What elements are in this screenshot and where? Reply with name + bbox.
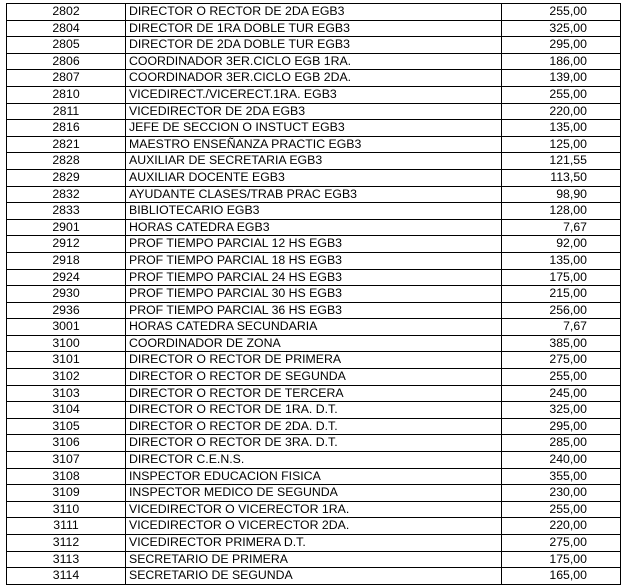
code-cell: 3109 (7, 485, 126, 502)
code-cell: 2930 (7, 286, 126, 303)
table-row (7, 319, 621, 336)
description-cell: DIRECTOR O RECTOR DE TERCERA (126, 385, 502, 402)
amount-cell: 295,00 (502, 37, 621, 54)
table-row (7, 518, 621, 535)
code-cell: 2901 (7, 219, 126, 236)
code-cell: 2924 (7, 269, 126, 286)
code-cell: 3001 (7, 319, 126, 336)
description-cell: PROF TIEMPO PARCIAL 30 HS EGB3 (126, 286, 502, 303)
table-row (7, 236, 621, 253)
description-cell: DIRECTOR O RECTOR DE 3RA. D.T. (126, 435, 502, 452)
code-cell: 2810 (7, 86, 126, 103)
table-row (7, 352, 621, 369)
amount-cell: 175,00 (502, 269, 621, 286)
description-cell: PROF TIEMPO PARCIAL 12 HS EGB3 (126, 236, 502, 253)
code-cell: 2833 (7, 203, 126, 220)
code-cell: 2811 (7, 103, 126, 120)
salary-codes-table (6, 3, 621, 585)
code-cell: 2821 (7, 136, 126, 153)
table-row (7, 136, 621, 153)
amount-cell: 275,00 (502, 535, 621, 552)
amount-cell: 98,90 (502, 186, 621, 203)
description-cell: HORAS CATEDRA SECUNDARIA (126, 319, 502, 336)
table-row (7, 468, 621, 485)
description-cell: MAESTRO ENSEÑANZA PRACTIC EGB3 (126, 136, 502, 153)
description-cell: VICEDIRECTOR O VICERECTOR 2DA. (126, 518, 502, 535)
amount-cell: 220,00 (502, 518, 621, 535)
code-cell: 2936 (7, 302, 126, 319)
code-cell: 3102 (7, 369, 126, 386)
code-cell: 3105 (7, 418, 126, 435)
description-cell: AUXILIAR DE SECRETARIA EGB3 (126, 153, 502, 170)
code-cell: 3111 (7, 518, 126, 535)
amount-cell: 245,00 (502, 385, 621, 402)
amount-cell: 295,00 (502, 418, 621, 435)
code-cell: 3101 (7, 352, 126, 369)
table-row (7, 252, 621, 269)
code-cell: 3113 (7, 551, 126, 568)
table-row (7, 452, 621, 469)
amount-cell: 7,67 (502, 219, 621, 236)
table-row (7, 37, 621, 54)
table-row (7, 203, 621, 220)
code-cell: 3100 (7, 335, 126, 352)
table-row (7, 385, 621, 402)
description-cell: VICEDIRECTOR PRIMERA D.T. (126, 535, 502, 552)
amount-cell: 355,00 (502, 468, 621, 485)
description-cell: SECRETARIO DE PRIMERA (126, 551, 502, 568)
table-row (7, 335, 621, 352)
code-cell: 3107 (7, 452, 126, 469)
description-cell: VICEDIRECTOR O VICERECTOR 1RA. (126, 501, 502, 518)
description-cell: JEFE DE SECCION O INSTUCT EGB3 (126, 120, 502, 137)
table-row (7, 70, 621, 87)
description-cell: DIRECTOR O RECTOR DE SEGUNDA (126, 369, 502, 386)
table-row (7, 302, 621, 319)
description-cell: INSPECTOR MEDICO DE SEGUNDA (126, 485, 502, 502)
table-row (7, 219, 621, 236)
amount-cell: 255,00 (502, 86, 621, 103)
code-cell: 2832 (7, 186, 126, 203)
code-cell: 2804 (7, 20, 126, 37)
table-row (7, 501, 621, 518)
code-cell: 2828 (7, 153, 126, 170)
code-cell: 2805 (7, 37, 126, 54)
code-cell: 2912 (7, 236, 126, 253)
description-cell: BIBLIOTECARIO EGB3 (126, 203, 502, 220)
description-cell: PROF TIEMPO PARCIAL 18 HS EGB3 (126, 252, 502, 269)
table-row (7, 169, 621, 186)
code-cell: 2807 (7, 70, 126, 87)
table-row (7, 153, 621, 170)
amount-cell: 139,00 (502, 70, 621, 87)
table-row (7, 485, 621, 502)
description-cell: AUXILIAR DOCENTE EGB3 (126, 169, 502, 186)
description-cell: DIRECTOR O RECTOR DE 2DA EGB3 (126, 4, 502, 21)
table-row (7, 418, 621, 435)
description-cell: DIRECTOR O RECTOR DE 2DA. D.T. (126, 418, 502, 435)
description-cell: DIRECTOR O RECTOR DE PRIMERA (126, 352, 502, 369)
amount-cell: 240,00 (502, 452, 621, 469)
amount-cell: 135,00 (502, 120, 621, 137)
code-cell: 3108 (7, 468, 126, 485)
table-row (7, 269, 621, 286)
description-cell: PROF TIEMPO PARCIAL 24 HS EGB3 (126, 269, 502, 286)
description-cell: INSPECTOR EDUCACION FISICA (126, 468, 502, 485)
amount-cell: 125,00 (502, 136, 621, 153)
code-cell: 2806 (7, 53, 126, 70)
description-cell: DIRECTOR O RECTOR DE 1RA. D.T. (126, 402, 502, 419)
amount-cell: 135,00 (502, 252, 621, 269)
amount-cell: 256,00 (502, 302, 621, 319)
description-cell: PROF TIEMPO PARCIAL 36 HS EGB3 (126, 302, 502, 319)
code-cell: 3104 (7, 402, 126, 419)
amount-cell: 255,00 (502, 369, 621, 386)
table-row (7, 20, 621, 37)
description-cell: DIRECTOR C.E.N.S. (126, 452, 502, 469)
table-row (7, 186, 621, 203)
amount-cell: 215,00 (502, 286, 621, 303)
amount-cell: 7,67 (502, 319, 621, 336)
table-row (7, 86, 621, 103)
amount-cell: 285,00 (502, 435, 621, 452)
code-cell: 3110 (7, 501, 126, 518)
description-cell: DIRECTOR DE 1RA DOBLE TUR EGB3 (126, 20, 502, 37)
amount-cell: 128,00 (502, 203, 621, 220)
table-row (7, 103, 621, 120)
code-cell: 2802 (7, 4, 126, 21)
table-row (7, 4, 621, 21)
table-body (7, 4, 621, 585)
code-cell: 3112 (7, 535, 126, 552)
description-cell: VICEDIRECTOR DE 2DA EGB3 (126, 103, 502, 120)
amount-cell: 175,00 (502, 551, 621, 568)
amount-cell: 230,00 (502, 485, 621, 502)
table-row (7, 286, 621, 303)
amount-cell: 325,00 (502, 402, 621, 419)
amount-cell: 220,00 (502, 103, 621, 120)
amount-cell: 121,55 (502, 153, 621, 170)
description-cell: COORDINADOR DE ZONA (126, 335, 502, 352)
amount-cell: 186,00 (502, 53, 621, 70)
table-row (7, 535, 621, 552)
description-cell: HORAS CATEDRA EGB3 (126, 219, 502, 236)
amount-cell: 165,00 (502, 568, 621, 585)
amount-cell: 255,00 (502, 501, 621, 518)
amount-cell: 275,00 (502, 352, 621, 369)
amount-cell: 113,50 (502, 169, 621, 186)
table-row (7, 369, 621, 386)
code-cell: 2816 (7, 120, 126, 137)
table-row (7, 53, 621, 70)
description-cell: VICEDIRECT./VICERECT.1RA. EGB3 (126, 86, 502, 103)
code-cell: 3103 (7, 385, 126, 402)
table-row (7, 120, 621, 137)
description-cell: COORDINADOR 3ER.CICLO EGB 2DA. (126, 70, 502, 87)
description-cell: DIRECTOR DE 2DA DOBLE TUR EGB3 (126, 37, 502, 54)
code-cell: 3114 (7, 568, 126, 585)
table-row (7, 568, 621, 585)
description-cell: COORDINADOR 3ER.CICLO EGB 1RA. (126, 53, 502, 70)
description-cell: SECRETARIO DE SEGUNDA (126, 568, 502, 585)
amount-cell: 255,00 (502, 4, 621, 21)
amount-cell: 325,00 (502, 20, 621, 37)
amount-cell: 92,00 (502, 236, 621, 253)
code-cell: 2918 (7, 252, 126, 269)
table-row (7, 551, 621, 568)
table-row (7, 435, 621, 452)
code-cell: 2829 (7, 169, 126, 186)
amount-cell: 385,00 (502, 335, 621, 352)
description-cell: AYUDANTE CLASES/TRAB PRAC EGB3 (126, 186, 502, 203)
table-row (7, 402, 621, 419)
code-cell: 3106 (7, 435, 126, 452)
